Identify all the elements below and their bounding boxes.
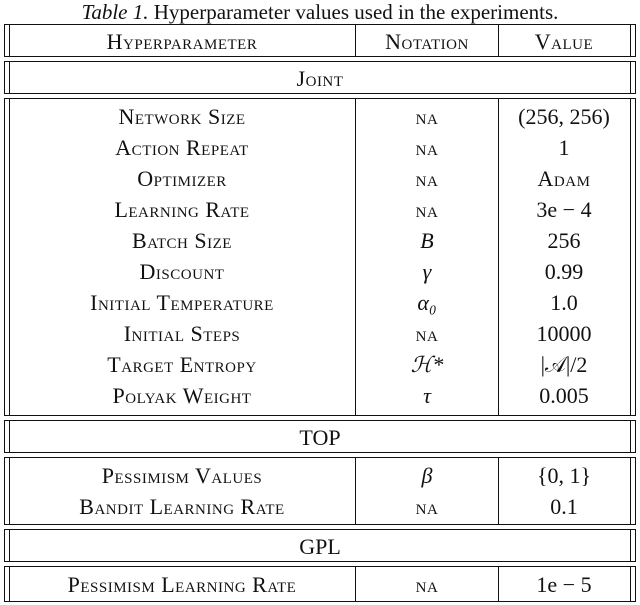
row-value: (256, 256) xyxy=(518,104,610,129)
section-title-gpl: GPL xyxy=(299,534,341,559)
section-title-joint: Joint xyxy=(296,66,344,91)
row-name: Network Size xyxy=(118,104,246,129)
row-notation: B xyxy=(420,228,434,253)
row-value: {0, 1} xyxy=(536,463,592,488)
row-value: 0.99 xyxy=(544,259,584,284)
table-row xyxy=(5,569,635,600)
row-name: Pessimism Values xyxy=(101,463,263,488)
row-value: 1e − 5 xyxy=(536,572,592,597)
row-value: Adam xyxy=(537,166,591,191)
row-notation: β xyxy=(421,463,433,488)
row-value: 256 xyxy=(547,228,581,253)
header-value: Value xyxy=(534,29,594,54)
row-notation: na xyxy=(415,135,439,160)
row-notation: γ xyxy=(422,259,432,284)
table-row xyxy=(5,380,635,411)
row-name: Pessimism Learning Rate xyxy=(67,572,297,597)
row-notation: na xyxy=(415,494,439,519)
row-name: Initial Steps xyxy=(123,321,241,346)
table-row xyxy=(5,287,635,318)
row-notation: na xyxy=(415,166,439,191)
section-gpl xyxy=(4,529,636,562)
row-name: Action Repeat xyxy=(115,135,249,160)
row-name: Polyak Weight xyxy=(112,383,252,408)
row-name: Batch Size xyxy=(132,228,232,253)
row-notation: α₀ xyxy=(417,290,437,315)
row-value: 10000 xyxy=(536,321,592,346)
table-row xyxy=(5,163,635,194)
row-name: Bandit Learning Rate xyxy=(79,494,285,519)
row-name: Optimizer xyxy=(137,166,227,191)
row-name: Learning Rate xyxy=(114,197,250,222)
top-rows xyxy=(4,457,636,525)
row-value: |𝒜|/2 xyxy=(540,352,588,377)
row-value: 3e − 4 xyxy=(536,197,592,222)
row-value: 0.005 xyxy=(539,383,589,408)
caption-label: Table 1. xyxy=(81,0,149,24)
row-value: 1.0 xyxy=(550,290,578,315)
row-name: Target Entropy xyxy=(107,352,257,377)
row-notation: τ xyxy=(423,383,431,408)
section-top xyxy=(4,420,636,453)
header-notation: Notation xyxy=(385,29,469,54)
row-notation: na xyxy=(415,197,439,222)
section-joint xyxy=(4,61,636,94)
section-title-top: TOP xyxy=(299,425,341,450)
table-row xyxy=(5,225,635,256)
row-name: Initial Temperature xyxy=(90,290,274,315)
table-row xyxy=(5,256,635,287)
gpl-rows xyxy=(4,566,636,602)
joint-rows xyxy=(4,98,636,416)
row-value: 1 xyxy=(558,135,570,160)
row-value: 0.1 xyxy=(550,494,578,519)
row-notation: ℋ* xyxy=(410,352,444,377)
row-name: Discount xyxy=(139,259,225,284)
caption-text: Hyperparameter values used in the experiments. xyxy=(153,0,559,24)
header-hyperparameter: Hyperparameter xyxy=(106,29,258,54)
table-row xyxy=(5,194,635,225)
table-row xyxy=(5,132,635,163)
row-notation: na xyxy=(415,104,439,129)
table-caption xyxy=(0,0,640,24)
table-row xyxy=(5,101,635,132)
table-row xyxy=(5,460,635,491)
table-row xyxy=(5,318,635,349)
table-row xyxy=(5,349,635,380)
row-notation: na xyxy=(415,572,439,597)
row-notation: na xyxy=(415,321,439,346)
table-header xyxy=(4,24,636,57)
table-row xyxy=(5,491,635,522)
